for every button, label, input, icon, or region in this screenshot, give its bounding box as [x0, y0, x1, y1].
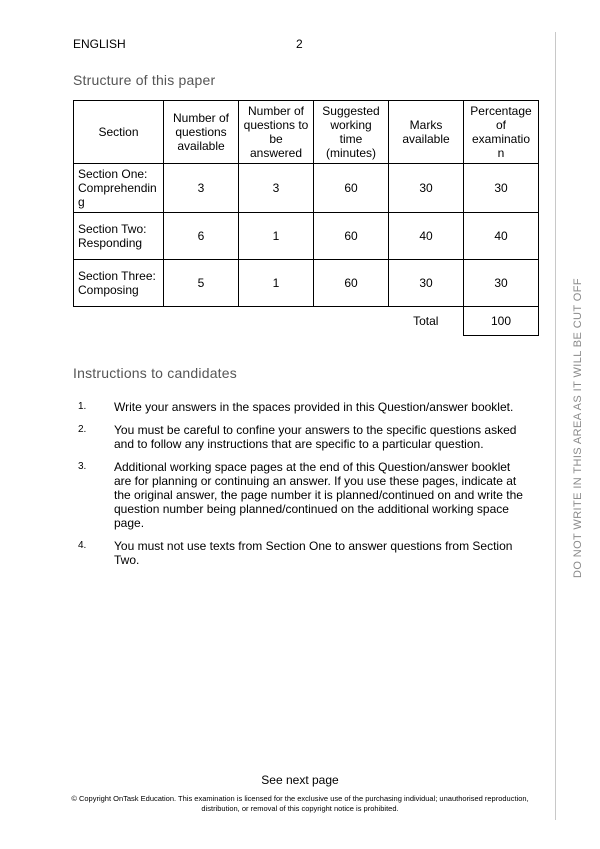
- item-number: 4.: [78, 540, 87, 551]
- item-text: You must be careful to confine your answers to the specific questions asked and to follow any instructions that are specific to a particular question.: [114, 423, 517, 451]
- section-name-cell: Section Two: Responding: [74, 213, 164, 260]
- instructions-heading: Instructions to candidates: [73, 365, 237, 381]
- item-text: Additional working space pages at the end of this Question/answer booklet are for planning or continuing an answer. If you use these pages, indicate at the original answer, the page number it is planned/continued on and write the question number being planned/continued on the additional working space page.: [114, 460, 523, 530]
- margin-warning: DO NOT WRITE IN THIS AREA AS IT WILL BE CUT OFF: [572, 278, 584, 578]
- answered-cell: 3: [239, 164, 314, 213]
- subject-header: ENGLISH: [73, 37, 126, 51]
- page-number: 2: [296, 37, 303, 51]
- answered-cell: 1: [239, 260, 314, 307]
- instructions-list: [73, 400, 528, 576]
- available-cell: 5: [164, 260, 239, 307]
- list-item: [73, 460, 528, 530]
- item-number: 3.: [78, 461, 87, 472]
- section-name-cell: Section Three: Composing: [74, 260, 164, 307]
- answered-cell: 1: [239, 213, 314, 260]
- total-label: Total: [413, 314, 439, 329]
- percentage-cell: 30: [464, 164, 539, 213]
- table-row: [74, 260, 539, 307]
- table-row: [74, 213, 539, 260]
- percentage-cell: 40: [464, 213, 539, 260]
- item-text: You must not use texts from Section One to answer questions from Section Two.: [114, 539, 513, 567]
- margin-rule: [555, 32, 556, 820]
- marks-cell: 30: [389, 260, 464, 307]
- empty-cell: [164, 307, 239, 336]
- total-row: [74, 307, 539, 336]
- total-value: 100: [464, 307, 539, 336]
- see-next-page: See next page: [261, 773, 339, 787]
- list-item: [73, 539, 528, 567]
- item-number: 1.: [78, 401, 87, 412]
- structure-heading: Structure of this paper: [73, 72, 216, 88]
- list-item: [73, 400, 528, 414]
- empty-cell: [74, 307, 164, 336]
- item-number: 2.: [78, 424, 87, 435]
- time-cell: 60: [314, 213, 389, 260]
- empty-cell: [239, 307, 314, 336]
- item-text: Write your answers in the spaces provided in this Question/answer booklet.: [114, 400, 514, 414]
- empty-cell: [314, 307, 389, 336]
- column-header: Number of questions available: [164, 101, 239, 164]
- time-cell: 60: [314, 164, 389, 213]
- column-header: Percentage of examinatio n: [464, 101, 539, 164]
- table-row: [74, 164, 539, 213]
- list-item: [73, 423, 528, 451]
- marks-cell: 30: [389, 164, 464, 213]
- percentage-cell: 30: [464, 260, 539, 307]
- section-name-cell: Section One: Comprehendin g: [74, 164, 164, 213]
- column-header: Suggested working time (minutes): [314, 101, 389, 164]
- marks-cell: 40: [389, 213, 464, 260]
- structure-table: [73, 100, 539, 336]
- available-cell: 6: [164, 213, 239, 260]
- copyright-notice: © Copyright OnTask Education. This examination is licensed for the exclusive use of the purchasing individual; unauthorised reproduction, distribution, or removal of this copyright notice is prohibited.: [71, 794, 529, 813]
- available-cell: 3: [164, 164, 239, 213]
- table-header-row: [74, 101, 539, 164]
- time-cell: 60: [314, 260, 389, 307]
- column-header: Section: [74, 101, 164, 164]
- column-header: Number of questions to be answered: [239, 101, 314, 164]
- column-header: Marks available: [389, 101, 464, 164]
